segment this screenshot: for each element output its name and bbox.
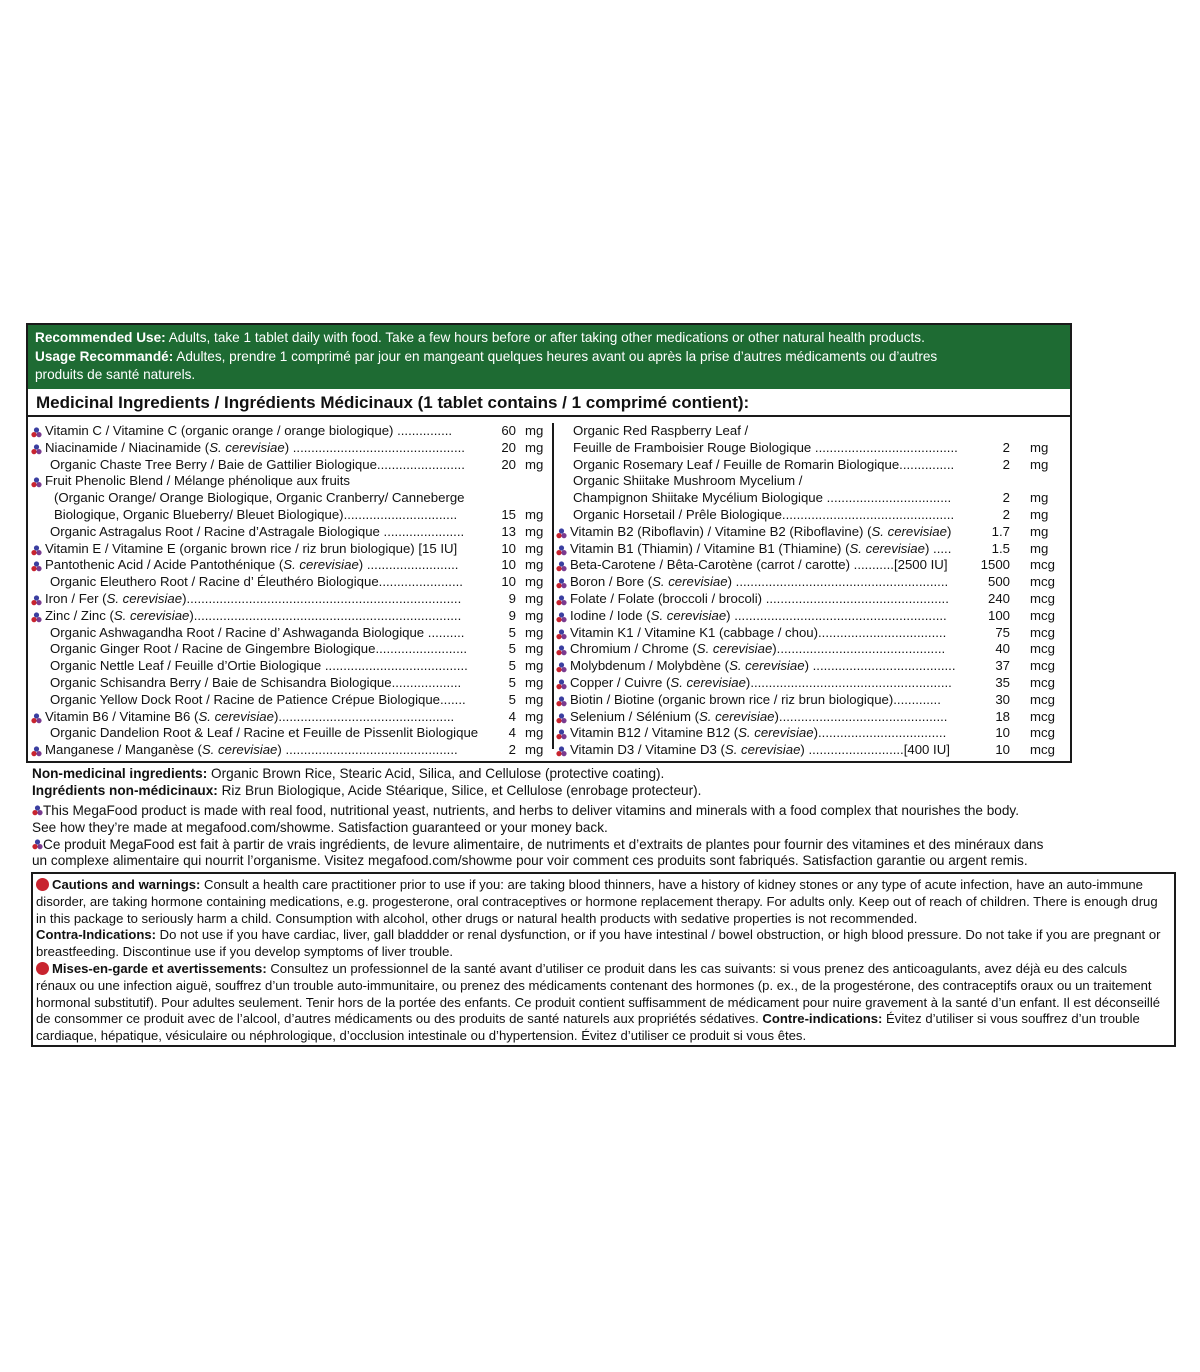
nonmed-en-label: Non-medicinal ingredients:	[32, 766, 208, 781]
ingredient-row	[557, 507, 1072, 524]
statement-fr-line1	[32, 837, 1132, 854]
food-complex-icon	[31, 426, 42, 437]
food-complex-icon	[32, 804, 43, 815]
food-complex-icon	[556, 628, 567, 639]
ingredient-row	[557, 641, 1072, 658]
ingredient-name: Vitamin B6 / Vitamine B6 (S. cerevisiae)................................................	[45, 708, 455, 724]
ingredient-amount: 10	[995, 742, 1010, 758]
nonmed-fr-text: Riz Brun Biologique, Acide Stéarique, Silice, et Cellulose (enrobage protecteur).	[217, 782, 702, 798]
statement-en-line1	[32, 803, 1132, 820]
ingredient-row	[28, 541, 552, 558]
ingredient-row	[28, 709, 552, 726]
ingredient-amount: 5	[508, 674, 516, 690]
ingredient-amount: 5	[508, 691, 516, 707]
ingredient-amount: 75	[995, 624, 1010, 640]
ingredient-name: Vitamin B1 (Thiamin) / Vitamine B1 (Thiamine) (S. cerevisiae) .....	[570, 540, 952, 556]
ingredient-row	[557, 742, 1072, 759]
ingredient-amount: 9	[508, 607, 516, 623]
food-complex-icon	[31, 476, 42, 487]
ingredient-unit: mcg	[1030, 725, 1055, 741]
ingredient-name: Organic Ginger Root / Racine de Gingembre Biologique.........................	[50, 641, 468, 657]
ingredient-name: Iodine / Iode (S. cerevisiae) ..........................................................	[570, 607, 947, 623]
ingredient-row	[557, 557, 1072, 574]
ingredient-name: Vitamin K1 / Vitamine K1 (cabbage / chou)...................................	[570, 624, 947, 640]
ingredient-name: Organic Nettle Leaf / Feuille d’Ortie Biologique .......................................	[50, 658, 468, 674]
usage-fr-text-continued: produits de santé naturels.	[35, 367, 196, 382]
food-complex-icon	[556, 661, 567, 672]
ingredient-unit: mg	[1030, 523, 1049, 539]
usage-en	[35, 329, 1062, 348]
ingredient-unit: mcg	[1030, 674, 1055, 690]
ingredient-name: Organic Shiitake Mushroom Mycelium /	[573, 473, 803, 489]
cautions-fr	[36, 961, 1170, 1045]
ingredient-row	[557, 574, 1072, 591]
ingredient-name: Vitamin B2 (Riboflavin) / Vitamine B2 (Riboflavine) (S. cerevisiae)	[570, 523, 952, 539]
ingredient-unit: mg	[525, 691, 544, 707]
food-complex-icon	[556, 644, 567, 655]
ingredient-name: (Organic Orange/ Orange Biologique, Organic Cranberry/ Canneberge	[54, 490, 465, 506]
ingredient-name: Organic Dandelion Root & Leaf / Racine et Feuille de Pissenlit Biologique	[50, 725, 479, 741]
ingredient-unit: mg	[525, 708, 544, 724]
ingredient-unit: mcg	[1030, 590, 1055, 606]
ingredient-name: Fruit Phenolic Blend / Mélange phénolique aux fruits	[45, 473, 350, 489]
ingredient-name: Vitamin B12 / Vitamine B12 (S. cerevisiae)...................................	[570, 725, 947, 741]
column-divider	[552, 423, 554, 749]
ingredient-row	[557, 591, 1072, 608]
food-complex-icon	[31, 594, 42, 605]
supplement-label	[26, 323, 1072, 763]
ingredient-row	[28, 675, 552, 692]
ingredient-row	[28, 591, 552, 608]
ingredient-unit: mg	[1030, 506, 1049, 522]
ingredient-amount: 5	[508, 624, 516, 640]
food-complex-icon	[31, 544, 42, 555]
ingredient-unit: mg	[525, 725, 544, 741]
ingredient-name: Organic Red Raspberry Leaf /	[573, 423, 749, 438]
ingredient-name: Organic Eleuthero Root / Racine d’ Éleuthéro Biologique.......................	[50, 574, 463, 590]
ingredient-unit: mcg	[1030, 557, 1055, 573]
ingredient-amount: 37	[995, 658, 1010, 674]
ingredient-name: Organic Chaste Tree Berry / Baie de Gattilier Biologique........................	[50, 456, 465, 472]
ingredient-row	[557, 675, 1072, 692]
food-complex-icon	[556, 577, 567, 588]
ingredient-row	[28, 742, 552, 759]
ingredient-row	[28, 457, 552, 474]
cautions-en-text: Consult a health care practitioner prior to use if you: are taking blood thinners, have a history of kidney stones or any type of acute infection, have an auto-immune disorder, are taking hormone containing medications, e.g. progesterone, oral contraceptives or hormone replacement therapy. For adults only. Keep out of reach of children. There is enough drug in this package to seriously harm a child. Consumption with alcohol, other drugs or natural health products with sedative properties is not recommended.	[36, 877, 1158, 926]
ingredient-unit: mg	[525, 523, 544, 539]
food-complex-icon	[31, 745, 42, 756]
ingredient-amount: 13	[501, 523, 516, 539]
ingredient-row	[28, 641, 552, 658]
ingredient-amount: 10	[501, 557, 516, 573]
warning-dot-icon	[36, 962, 49, 975]
ingredient-row	[557, 423, 1072, 440]
ingredient-name: Vitamin D3 / Vitamine D3 (S. cerevisiae) ..........................[400 IU]	[570, 742, 950, 758]
ingredient-row	[28, 692, 552, 709]
ingredient-row	[28, 524, 552, 541]
ingredient-name: Organic Astragalus Root / Racine d’Astragale Biologique ......................	[50, 523, 465, 539]
cautions-fr-label: Mises-en-garde et avertissements:	[52, 960, 267, 976]
ingredient-name: Biologique, Organic Blueberry/ Bleuet Biologique)...............................	[54, 506, 458, 522]
ingredient-unit: mcg	[1030, 691, 1055, 707]
ingredient-row	[557, 658, 1072, 675]
ingredient-name: Zinc / Zinc (S. cerevisiae).........................................................................	[45, 607, 462, 623]
ingredient-unit: mg	[525, 540, 544, 556]
ingredient-unit: mcg	[1030, 574, 1055, 590]
ingredient-row	[28, 473, 552, 490]
ingredient-amount: 10	[995, 725, 1010, 741]
ingredient-amount: 2	[1002, 506, 1010, 522]
food-complex-icon	[556, 712, 567, 723]
ingredient-name: Organic Rosemary Leaf / Feuille de Romarin Biologique...............	[573, 456, 955, 472]
ingredient-amount: 5	[508, 641, 516, 657]
ingredients-left-column	[28, 423, 552, 759]
usage-fr-label: Usage Recommandé:	[35, 348, 174, 364]
ingredient-row	[557, 625, 1072, 642]
ingredient-row	[28, 608, 552, 625]
ingredient-unit: mg	[525, 456, 544, 472]
ingredient-unit: mcg	[1030, 742, 1055, 758]
nonmed-fr	[32, 783, 701, 800]
ingredient-amount: 5	[508, 658, 516, 674]
food-complex-icon	[31, 560, 42, 571]
ingredient-unit: mcg	[1030, 708, 1055, 724]
ingredient-row	[557, 457, 1072, 474]
nonmed-en-text: Organic Brown Rice, Stearic Acid, Silica, and Cellulose (protective coating).	[207, 766, 665, 781]
ingredient-amount: 10	[501, 540, 516, 556]
megafood-statement	[32, 803, 1132, 870]
nonmed-fr-label: Ingrédients non-médicinaux:	[32, 782, 218, 798]
ingredient-amount: 4	[508, 708, 516, 724]
ingredient-name: Molybdenum / Molybdène (S. cerevisiae) .......................................	[570, 658, 956, 674]
ingredient-unit: mg	[1030, 456, 1049, 472]
usage-fr-text: Adultes, prendre 1 comprimé par jour en mangeant quelques heures avant ou après la prise d’autres médicaments ou d’autres	[173, 348, 938, 364]
ingredient-name: Copper / Cuivre (S. cerevisiae).......................................................	[570, 674, 952, 690]
ingredient-unit: mcg	[1030, 607, 1055, 623]
ingredient-amount: 1.5	[991, 540, 1010, 556]
ingredient-amount: 15	[501, 506, 516, 522]
ingredient-name: Feuille de Framboisier Rouge Biologique .......................................	[573, 439, 958, 455]
ingredient-row	[557, 692, 1072, 709]
ingredient-row	[557, 541, 1072, 558]
cautions-en-label: Cautions and warnings:	[52, 877, 201, 892]
food-complex-icon	[556, 695, 567, 706]
ingredient-unit: mcg	[1030, 624, 1055, 640]
ingredient-name: Vitamin C / Vitamine C (organic orange / orange biologique) ...............	[45, 423, 453, 438]
ingredient-name: Vitamin E / Vitamine E (organic brown rice / riz brun biologique) [15 IU]	[45, 540, 458, 556]
ingredient-row	[28, 490, 552, 507]
ingredient-row	[557, 725, 1072, 742]
ingredient-row	[28, 725, 552, 742]
ingredient-name: Organic Horsetail / Prêle Biologique...............................................	[573, 506, 955, 522]
ingredient-amount: 18	[995, 708, 1010, 724]
food-complex-icon	[556, 527, 567, 538]
food-complex-icon	[31, 611, 42, 622]
medicinal-ingredients-title: Medicinal Ingredients / Ingrédients Médicinaux (1 tablet contains / 1 comprimé contient):	[28, 389, 1070, 417]
ingredient-unit: mg	[1030, 490, 1049, 506]
contra-fr-label: Contre-indications:	[762, 1011, 883, 1027]
ingredient-unit: mg	[525, 590, 544, 606]
ingredient-amount: 35	[995, 674, 1010, 690]
ingredient-unit: mg	[525, 423, 544, 438]
ingredient-unit: mg	[525, 557, 544, 573]
ingredient-row	[557, 490, 1072, 507]
statement-en1: This MegaFood product is made with real food, nutritional yeast, nutrients, and herbs to deliver vitamins and minerals with a food complex that nourishes the body.	[43, 803, 1019, 818]
ingredient-row	[28, 557, 552, 574]
ingredient-unit: mg	[1030, 439, 1049, 455]
ingredient-amount: 10	[501, 574, 516, 590]
ingredient-unit: mg	[525, 506, 544, 522]
ingredient-name: Pantothenic Acid / Acide Pantothénique (S. cerevisiae) .........................	[45, 557, 459, 573]
ingredient-row	[28, 625, 552, 642]
ingredient-amount: 60	[501, 423, 516, 438]
ingredient-name: Manganese / Manganèse (S. cerevisiae) ...............................................	[45, 742, 458, 758]
food-complex-icon	[556, 560, 567, 571]
ingredient-unit: mg	[1030, 540, 1049, 556]
ingredient-amount: 4	[508, 725, 516, 741]
recommended-use-banner	[28, 325, 1070, 389]
usage-fr	[35, 348, 1062, 367]
cautions-box	[31, 872, 1176, 1047]
ingredient-row	[28, 574, 552, 591]
ingredient-unit: mg	[525, 607, 544, 623]
ingredient-row	[557, 524, 1072, 541]
food-complex-icon	[556, 544, 567, 555]
ingredient-name: Organic Schisandra Berry / Baie de Schisandra Biologique...................	[50, 674, 462, 690]
ingredient-name: Chromium / Chrome (S. cerevisiae)..............................................	[570, 641, 946, 657]
ingredient-unit: mg	[525, 742, 544, 758]
ingredient-amount: 2	[1002, 439, 1010, 455]
food-complex-icon	[556, 594, 567, 605]
food-complex-icon	[31, 443, 42, 454]
ingredient-amount: 9	[508, 590, 516, 606]
usage-en-text: Adults, take 1 tablet daily with food. Take a few hours before or after taking other medications or other natural health products.	[165, 330, 925, 345]
ingredient-row	[28, 423, 552, 440]
contra-en	[36, 927, 1170, 961]
food-complex-icon	[31, 712, 42, 723]
food-complex-icon	[556, 745, 567, 756]
non-medicinal-ingredients	[32, 766, 701, 800]
ingredient-unit: mg	[525, 624, 544, 640]
food-complex-icon	[556, 728, 567, 739]
ingredient-row	[28, 440, 552, 457]
nonmed-en	[32, 766, 701, 783]
ingredients-right-column	[557, 423, 1072, 759]
food-complex-icon	[556, 611, 567, 622]
usage-en-label: Recommended Use:	[35, 330, 166, 345]
food-complex-icon	[32, 838, 43, 849]
ingredient-name: Niacinamide / Niacinamide (S. cerevisiae) ...............................................	[45, 439, 465, 455]
ingredient-name: Organic Ashwagandha Root / Racine d’ Ashwaganda Biologique ..........	[50, 624, 465, 640]
ingredient-name: Boron / Bore (S. cerevisiae) ..........................................................	[570, 574, 949, 590]
ingredient-amount: 2	[508, 742, 516, 758]
statement-fr2: un complexe alimentaire qui nourrit l’organisme. Visitez megafood.com/showme pour voir comment ces produits sont fabriqués. Satisfaction garantie ou argent remis.	[32, 853, 1028, 869]
ingredient-name: Iron / Fer (S. cerevisiae)...........................................................................	[45, 590, 462, 606]
ingredient-unit: mcg	[1030, 658, 1055, 674]
ingredient-name: Beta-Carotene / Bêta-Carotène (carrot / carotte) ...........[2500 IU]	[570, 557, 948, 573]
contra-en-label: Contra-Indications:	[36, 927, 157, 943]
ingredient-amount: 2	[1002, 490, 1010, 506]
ingredient-unit: mg	[525, 658, 544, 674]
ingredient-amount: 240	[987, 590, 1010, 606]
ingredient-row	[557, 473, 1072, 490]
food-complex-icon	[556, 678, 567, 689]
ingredient-unit: mg	[525, 439, 544, 455]
ingredient-amount: 2	[1002, 456, 1010, 472]
ingredient-unit: mg	[525, 574, 544, 590]
statement-en2: See how they’re made at megafood.com/showme. Satisfaction guaranteed or your money back.	[32, 819, 608, 835]
ingredient-amount: 20	[501, 439, 516, 455]
warning-dot-icon	[36, 878, 49, 891]
ingredient-unit: mg	[525, 674, 544, 690]
ingredient-name: Selenium / Sélénium (S. cerevisiae)..............................................	[570, 708, 948, 724]
statement-fr1: Ce produit MegaFood est fait à partir de vrais ingrédients, de levure alimentaire, de nutriments et d’extraits de plantes pour fournir des vitamines et des minéraux dans	[43, 836, 1044, 852]
cautions-en	[36, 877, 1170, 927]
ingredient-name: Folate / Folate (broccoli / brocoli) ..................................................	[570, 590, 949, 606]
ingredient-amount: 100	[987, 607, 1010, 623]
ingredient-unit: mg	[525, 641, 544, 657]
ingredient-row	[28, 507, 552, 524]
ingredient-amount: 30	[995, 691, 1010, 707]
ingredient-name: Champignon Shiitake Mycélium Biologique ..................................	[573, 490, 952, 506]
cautions-fr-text: Consultez un professionnel de la santé avant d’utiliser ce produit dans les cas suivants: si vous prenez des anticoagulants, avez déjà eu des calculs rénaux ou une infection aiguë, souffrez d’un trouble auto-immunitaire, ou prenez des médicaments contenant des hormones (p. ex., de la progestérone, des contraceptifs oraux ou un traitement hormonal substitutif). Pour adultes seulement. Tenir hors de la portée des enfants. Ce produit contient suffisamment de médicament pour nuire gravement à la santé d’un enfant. Il est déconseillé de consommer ce produit avec de l’alcool, d’autres médicaments ou des produits de santé naturels aux propriétés sédatives.	[36, 960, 1161, 1027]
ingredient-row	[557, 440, 1072, 457]
ingredient-amount: 1.7	[991, 523, 1010, 539]
ingredient-name: Organic Yellow Dock Root / Racine de Patience Crépue Biologique.......	[50, 691, 466, 707]
contra-en-text: Do not use if you have cardiac, liver, gall bladdder or renal dysfunction, or if you have intestinal / bowel obstruction, or high blood pressure. Do not take if you are pregnant or breastfeeding. Discontinue use if you develop symptoms of liver trouble.	[36, 927, 1161, 960]
ingredient-amount: 500	[987, 574, 1010, 590]
ingredient-amount: 40	[995, 641, 1010, 657]
ingredient-row	[28, 658, 552, 675]
ingredient-amount: 1500	[980, 557, 1010, 573]
ingredient-unit: mcg	[1030, 641, 1055, 657]
ingredient-row	[557, 608, 1072, 625]
ingredient-amount: 20	[501, 456, 516, 472]
ingredient-name: Biotin / Biotine (organic brown rice / riz brun biologique).............	[570, 691, 941, 707]
ingredients-table	[28, 417, 1070, 761]
contra-fr-text: Évitez d’utiliser si vous souffrez d’un trouble cardiaque, hépatique, vésiculaire ou néphrologique, d’occlusion intestinale ou d’hypertension. Évitez d’utiliser ce produit si vous êtes.	[36, 1011, 1140, 1044]
ingredient-row	[557, 709, 1072, 726]
